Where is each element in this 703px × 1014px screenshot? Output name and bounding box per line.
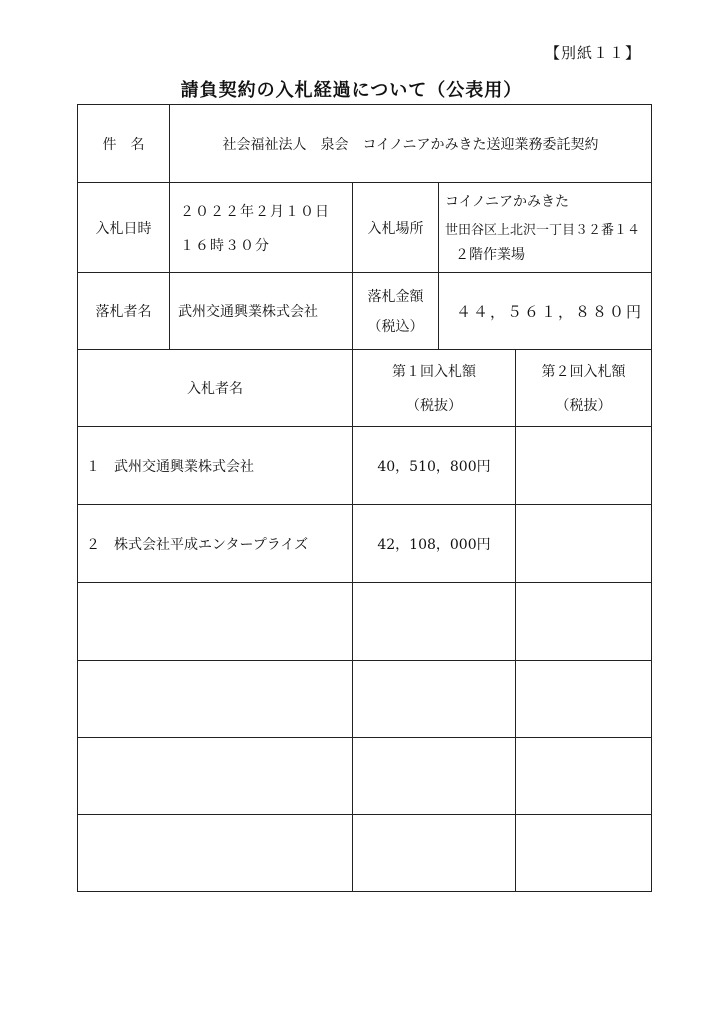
amount-value: ４４，５６１，８８０円 (439, 273, 651, 350)
attachment-label: 【別紙１１】 (544, 44, 641, 62)
bid-row-6-bidder (78, 815, 353, 891)
item-label: 件 名 (78, 105, 170, 183)
amount-label-tax: （税込） (367, 319, 424, 335)
page-title: 請負契約の入札経過について（公表用） (180, 80, 523, 101)
bid-row-1-bidder: １ 武州交通興業株式会社 (78, 427, 353, 505)
bid-row-3-round1 (353, 583, 516, 661)
place-label: 入札場所 (353, 183, 439, 273)
bid-row-5-round1 (353, 738, 516, 815)
item-value: 社会福祉法人 泉会 コイノニアかみきた送迎業務委託契約 (170, 105, 651, 183)
bid-result-table (77, 104, 652, 892)
round1-header-main: 第１回入札額 (392, 364, 476, 380)
bid-row-3-round2 (516, 583, 651, 661)
bid-row-2-round2 (516, 505, 651, 583)
bid-row-1-round1: 40，510，800円 (353, 427, 516, 505)
round1-header (353, 350, 516, 427)
place-room: ２階作業場 (455, 247, 525, 263)
winner-label: 落札者名 (78, 273, 170, 350)
bid-row-6-round1 (353, 815, 516, 891)
date-line: ２０２２年２月１０日 (180, 203, 330, 220)
round2-header-tax: （税抜） (555, 398, 612, 414)
time-line: １６時３０分 (180, 237, 270, 254)
bid-row-2-bidder: ２ 株式会社平成エンタープライズ (78, 505, 353, 583)
round2-header-main: 第２回入札額 (541, 364, 626, 380)
bid-row-5-bidder (78, 738, 353, 815)
round2-header (516, 350, 651, 427)
bid-row-4-bidder (78, 661, 353, 738)
date-label: 入札日時 (78, 183, 170, 273)
bid-row-4-round2 (516, 661, 651, 738)
amount-label-main: 落札金額 (367, 289, 424, 305)
winner-value: 武州交通興業株式会社 (170, 273, 353, 350)
bid-row-4-round1 (353, 661, 516, 738)
bid-row-1-round2 (516, 427, 651, 505)
bid-row-5-round2 (516, 738, 651, 815)
amount-label (353, 273, 439, 350)
bid-row-2-round1: 42，108，000円 (353, 505, 516, 583)
place-address: 世田谷区上北沢一丁目３２番１４ (445, 223, 641, 238)
bid-row-3-bidder (78, 583, 353, 661)
bid-row-6-round2 (516, 815, 651, 891)
place-value (439, 183, 651, 273)
date-value (170, 183, 353, 273)
bidder-header: 入札者名 (78, 350, 353, 427)
place-name: コイノニアかみきた (445, 194, 570, 210)
round1-header-tax: （税抜） (406, 398, 462, 414)
